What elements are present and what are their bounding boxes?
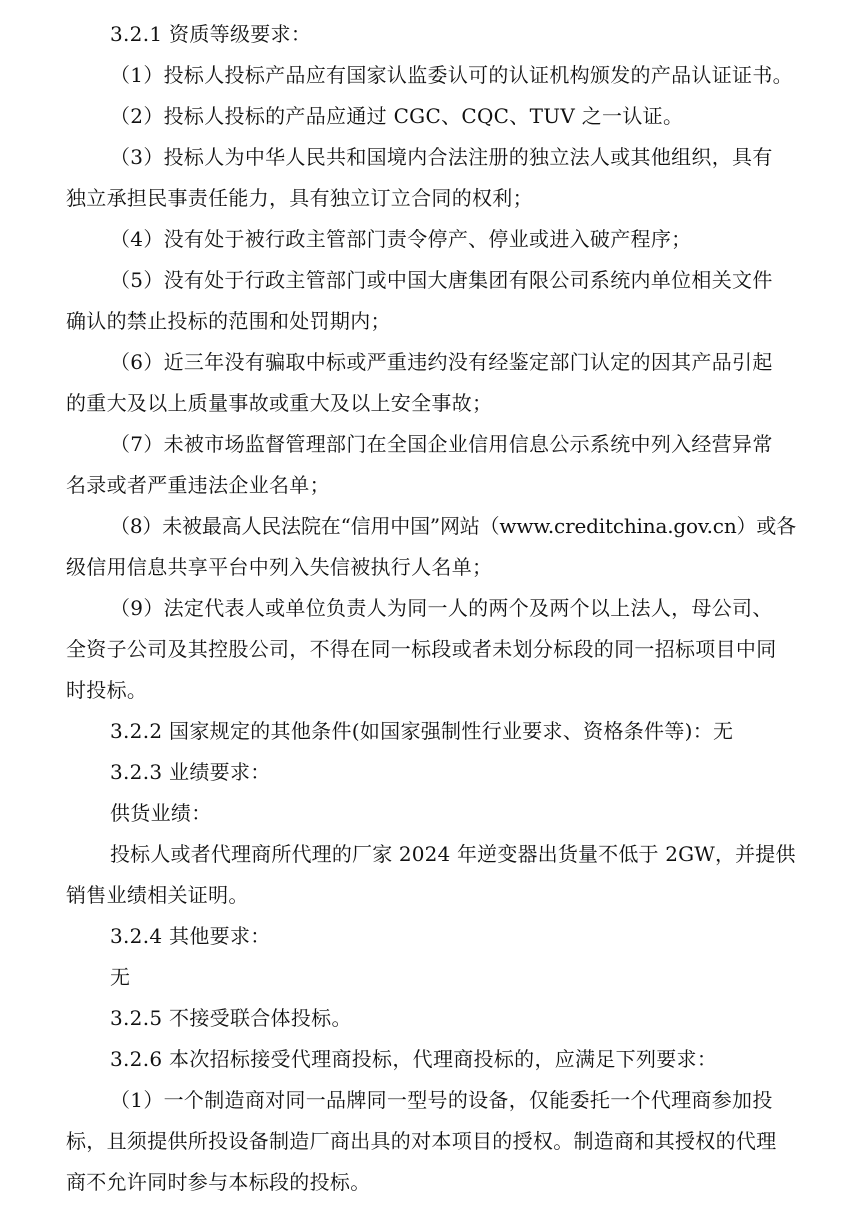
document-line: （2）投标人投标的产品应通过 CGC、CQC、TUV 之一认证。 <box>110 104 684 128</box>
document-line: （8）未被最高人民法院在“信用中国”网站（www.creditchina.gov.cn）或各 <box>110 514 796 538</box>
document-line: （4）没有处于被行政主管部门责令停产、停业或进入破产程序； <box>110 227 692 251</box>
document-line: （7）未被市场监督管理部门在全国企业信用信息公示系统中列入经营异常 <box>110 432 773 456</box>
document-line: 供货业绩： <box>110 801 212 825</box>
document-line: 名录或者严重违法企业名单； <box>66 473 330 497</box>
document-line: 全资子公司及其控股公司，不得在同一标段或者未划分标段的同一招标项目中同 <box>66 637 777 661</box>
document-body <box>66 14 796 1203</box>
document-line: 的重大及以上质量事故或重大及以上安全事故； <box>66 391 493 415</box>
document-line: （1）一个制造商对同一品牌同一型号的设备，仅能委托一个代理商参加投 <box>110 1088 773 1112</box>
document-line: 3.2.5 不接受联合体投标。 <box>110 1006 352 1030</box>
document-line: 3.2.6 本次招标接受代理商投标，代理商投标的，应满足下列要求： <box>110 1047 718 1071</box>
document-line: （5）没有处于行政主管部门或中国大唐集团有限公司系统内单位相关文件 <box>110 268 773 292</box>
document-line: 销售业绩相关证明。 <box>66 883 249 907</box>
document-line: 确认的禁止投标的范围和处罚期内； <box>66 309 391 333</box>
document-line: 无 <box>110 965 131 989</box>
document-line: 级信用信息共享平台中列入失信被执行人名单； <box>66 555 493 579</box>
document-line: 商不允许同时参与本标段的投标。 <box>66 1170 371 1194</box>
document-line: （3）投标人为中华人民共和国境内合法注册的独立法人或其他组织，具有 <box>110 145 773 169</box>
document-line: 时投标。 <box>66 678 148 702</box>
document-line: （1）投标人投标产品应有国家认监委认可的认证机构颁发的产品认证证书。 <box>110 63 793 87</box>
document-line: 3.2.2 国家规定的其他条件(如国家强制性行业要求、资格条件等)：无 <box>110 719 734 743</box>
document-line: 独立承担民事责任能力，具有独立订立合同的权利； <box>66 186 533 210</box>
document-line: 投标人或者代理商所代理的厂家 2024 年逆变器出货量不低于 2GW，并提供 <box>110 842 796 866</box>
document-line: 标，且须提供所投设备制造厂商出具的对本项目的授权。制造商和其授权的代理 <box>66 1129 777 1153</box>
document-line: 3.2.1 资质等级要求： <box>110 22 312 46</box>
document-line: （6）近三年没有骗取中标或严重违约没有经鉴定部门认定的因其产品引起 <box>110 350 773 374</box>
document-line: 3.2.3 业绩要求： <box>110 760 271 784</box>
document-line: 3.2.4 其他要求： <box>110 924 271 948</box>
document-line: （9）法定代表人或单位负责人为同一人的两个及两个以上法人，母公司、 <box>110 596 773 620</box>
